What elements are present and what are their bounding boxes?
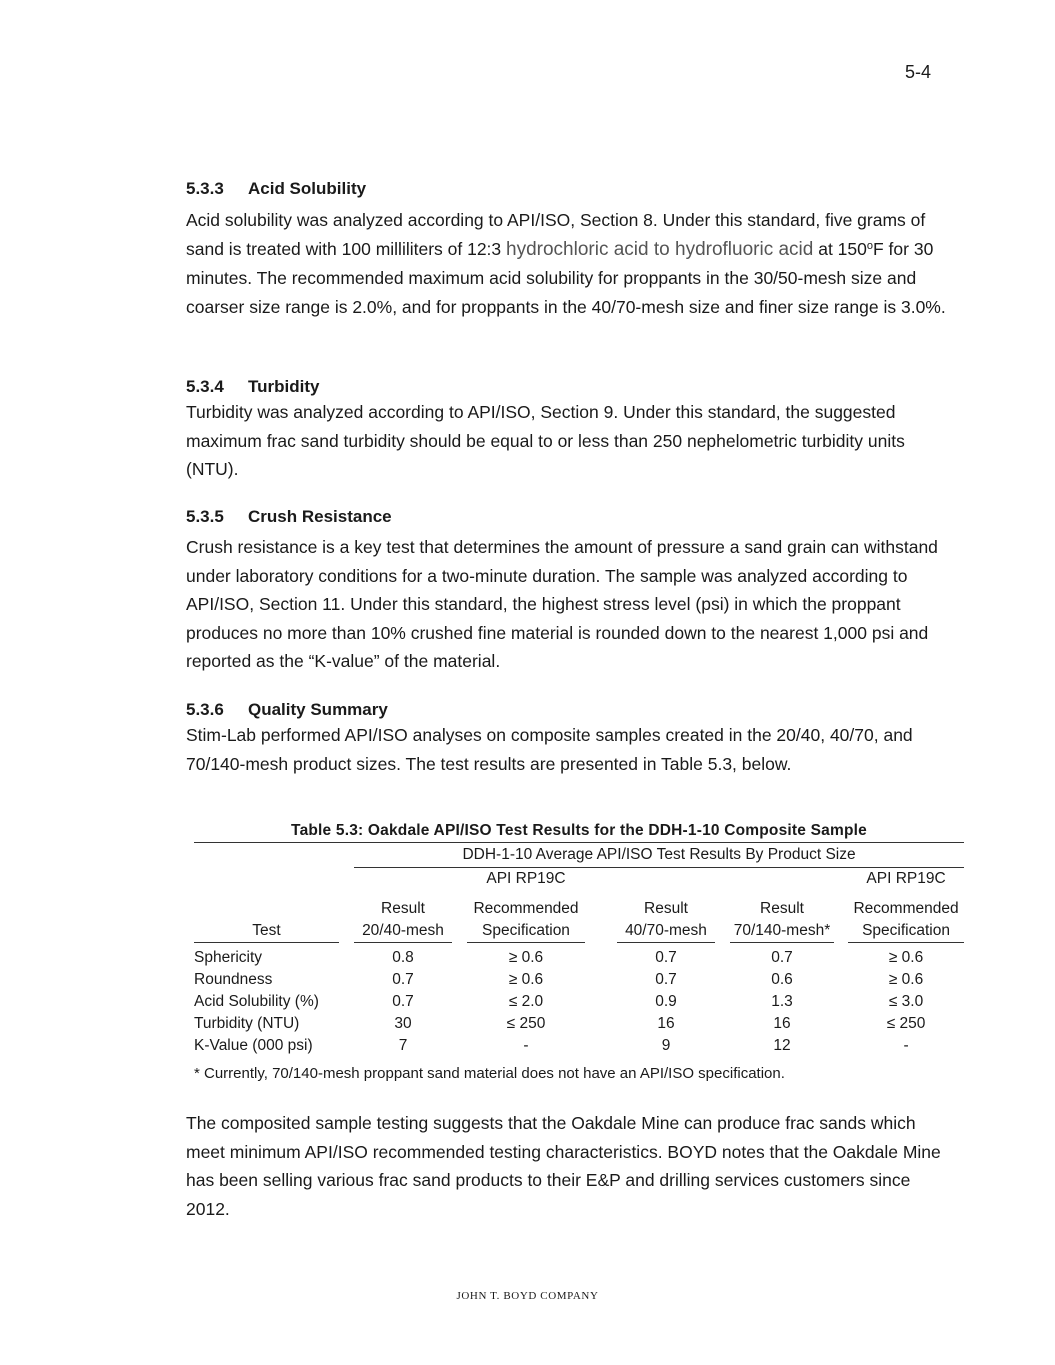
table-row xyxy=(194,991,964,1013)
column-header: Result xyxy=(760,900,804,917)
table-cell: 1.3 xyxy=(771,993,793,1010)
column-header: 70/140-mesh* xyxy=(730,920,834,943)
section-crush-resistance xyxy=(186,506,946,676)
company-footer: JOHN T. BOYD COMPANY xyxy=(456,1290,599,1302)
results-table-block xyxy=(194,822,964,1082)
results-table xyxy=(194,843,964,1057)
table-cell: 0.6 xyxy=(771,971,793,988)
section-heading xyxy=(186,699,946,721)
table-cell: ≤ 2.0 xyxy=(508,993,544,1010)
degree-superscript: o xyxy=(866,239,873,252)
column-header: Result xyxy=(381,900,425,917)
table-cell: 0.7 xyxy=(392,971,414,988)
row-label: Sphericity xyxy=(194,949,263,966)
page-number: 5-4 xyxy=(904,62,931,82)
column-header-test: Test xyxy=(194,920,339,943)
table-cell: ≥ 0.6 xyxy=(888,949,924,966)
table-cell: ≥ 0.6 xyxy=(888,971,924,988)
table-cell: ≤ 250 xyxy=(886,1015,926,1032)
column-header: Result xyxy=(644,900,688,917)
closing-paragraph: The composited sample testing suggests that the Oakdale Mine can produce frac sands which meet minimum API/ISO recommended testing characteristics. BOYD notes that the Oakdale Mine has been selling various frac sand products to their E&P and drilling services customers since 2012. xyxy=(186,1113,941,1219)
table-row xyxy=(194,969,964,991)
table-cell: 16 xyxy=(773,1015,791,1032)
section-title: Acid Solubility xyxy=(248,179,367,198)
section-paragraph: Stim-Lab performed API/ISO analyses on composite samples created in the 20/40, 40/70, and 70/140-mesh product sizes. The test results are presented in Table 5.3, below. xyxy=(186,725,913,774)
section-acid-solubility xyxy=(186,178,946,321)
highlighted-text: hydrochloric acid to hydrofluoric acid xyxy=(506,238,814,260)
row-label: Roundness xyxy=(194,971,273,988)
section-quality-summary xyxy=(186,699,946,778)
table-cell: ≤ 250 xyxy=(506,1015,546,1032)
paragraph-text: F for 30 minutes. The recommended maximum acid solubility for proppants in the 30/50-mesh size and coarser size range is 2.0%, and for proppants in the 40/70-mesh size and finer size range is 3.0%. xyxy=(186,238,946,317)
section-heading xyxy=(186,506,946,528)
section-paragraph: Crush resistance is a key test that determines the amount of pressure a sand grain can withstand under laboratory conditions for a two-minute duration. The sample was analyzed according to API/ISO, Section 11. Under this standard, the highest stress level (psi) in which the proppant produces no more than 10% crushed fine material is rounded down to the nearest 1,000 psi and reported as the “K-value” of the material. xyxy=(186,537,938,671)
table-cell: 16 xyxy=(657,1015,675,1032)
section-number: 5.3.3 xyxy=(186,179,224,198)
table-cell: 0.8 xyxy=(392,949,414,966)
table-cell: 7 xyxy=(398,1037,408,1054)
column-header: Specification xyxy=(848,920,964,943)
table-row xyxy=(194,1035,964,1057)
api-label: API RP19C xyxy=(486,870,566,887)
table-row xyxy=(194,1013,964,1035)
table-cell: 0.7 xyxy=(771,949,793,966)
table-footnote: * Currently, 70/140-mesh proppant sand material does not have an API/ISO specification. xyxy=(194,1065,785,1082)
column-header: Recommended xyxy=(473,900,579,917)
api-label: API RP19C xyxy=(866,870,946,887)
table-cell: 9 xyxy=(661,1037,671,1054)
row-label: Acid Solubility (%) xyxy=(194,993,319,1010)
section-title: Turbidity xyxy=(248,377,320,396)
section-number: 5.3.5 xyxy=(186,507,224,526)
table-cell: ≥ 0.6 xyxy=(508,949,544,966)
section-turbidity xyxy=(186,376,946,484)
table-title: Table 5.3: Oakdale API/ISO Test Results for the DDH-1-10 Composite Sample xyxy=(194,822,964,843)
table-cell: 0.7 xyxy=(655,971,677,988)
section-paragraph: Turbidity was analyzed according to API/ISO, Section 9. Under this standard, the suggested maximum frac sand turbidity should be equal to or less than 250 nephelometric turbidity units (NTU). xyxy=(186,402,905,479)
paragraph-text: Acid solubility was analyzed according to API/ISO, Section 8. Under this standard, five grams of sand is treated with 100 milliliters of 12:3 xyxy=(186,210,926,259)
column-header: 40/70-mesh xyxy=(617,920,715,943)
section-title: Crush Resistance xyxy=(248,507,392,526)
paragraph-text: at 150 xyxy=(813,238,867,259)
table-cell: ≤ 3.0 xyxy=(888,993,924,1010)
table-cell: 0.9 xyxy=(655,993,677,1010)
column-header: Specification xyxy=(467,920,585,943)
table-cell: 0.7 xyxy=(655,949,677,966)
column-header: 20/40-mesh xyxy=(354,920,452,943)
section-title: Quality Summary xyxy=(248,700,388,719)
section-paragraph xyxy=(186,206,946,321)
table-span-header: DDH-1-10 Average API/ISO Test Results By Product Size xyxy=(354,843,964,868)
section-number: 5.3.4 xyxy=(186,377,224,396)
table-row xyxy=(194,947,964,969)
column-header: Recommended xyxy=(853,900,959,917)
table-cell: 30 xyxy=(394,1015,412,1032)
table-cell: ≥ 0.6 xyxy=(508,971,544,988)
table-cell: - xyxy=(523,1037,529,1054)
table-cell: - xyxy=(903,1037,909,1054)
row-label: Turbidity (NTU) xyxy=(194,1015,300,1032)
table-cell: 0.7 xyxy=(392,993,414,1010)
section-heading xyxy=(186,376,946,398)
section-heading xyxy=(186,178,946,200)
row-label: K-Value (000 psi) xyxy=(194,1037,313,1054)
section-number: 5.3.6 xyxy=(186,700,224,719)
table-cell: 12 xyxy=(773,1037,791,1054)
